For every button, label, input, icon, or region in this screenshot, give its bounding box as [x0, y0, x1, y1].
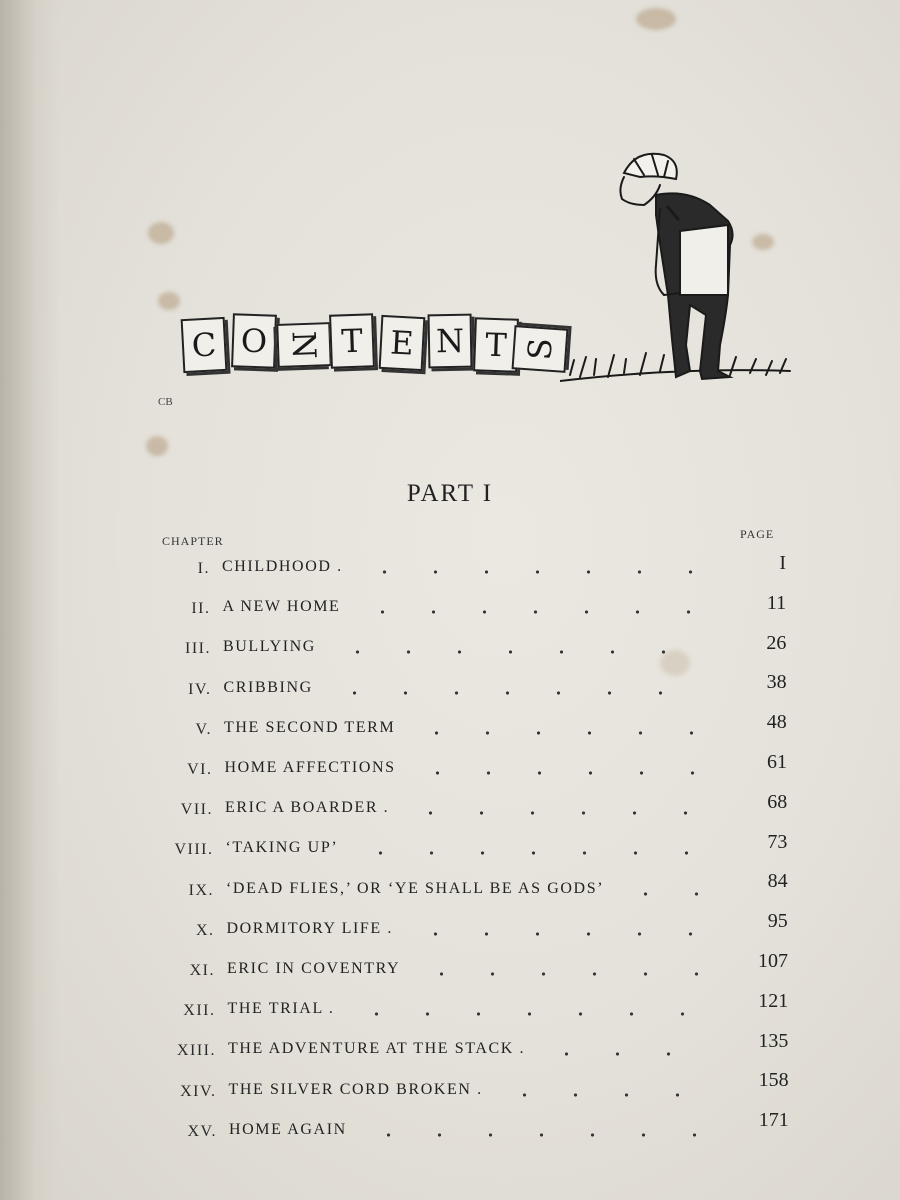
chapter-title: ERIC IN COVENTRY: [227, 960, 401, 977]
chapter-title: THE SILVER CORD BROKEN .: [228, 1080, 483, 1098]
toc-row: [0, 950, 900, 990]
page-number: 26: [766, 631, 787, 654]
toc-row: [0, 830, 900, 869]
toc-row: [0, 790, 900, 829]
chapter-column-header: CHAPTER: [162, 534, 224, 548]
chapter-number: III.: [185, 640, 211, 658]
page-number: 95: [767, 910, 788, 933]
chapter-number: VIII.: [174, 841, 214, 859]
leader-dots: [412, 771, 726, 775]
leader-dots: [416, 972, 730, 976]
leader-dots: [329, 691, 694, 695]
chapter-number: V.: [195, 720, 212, 738]
toc-row: [0, 591, 900, 628]
chapter-number: IX.: [188, 881, 214, 899]
chapter-title: ‘DEAD FLIES,’ OR ‘YE SHALL BE AS GODS’: [226, 879, 605, 897]
chapter-title: ERIC A BOARDER .: [225, 799, 390, 817]
heading-letter: O: [231, 313, 277, 369]
toc-row: [0, 671, 900, 709]
chapter-number: VII.: [180, 801, 213, 819]
leader-dots: [359, 570, 724, 574]
chapter-number: XI.: [189, 962, 215, 979]
leader-dots: [351, 1012, 716, 1016]
heading-letter: T: [329, 313, 375, 369]
chapter-number: X.: [195, 921, 215, 939]
chapter-title: HOME AFFECTIONS: [224, 759, 396, 776]
leader-dots: [363, 1133, 728, 1137]
leader-dots: [411, 731, 725, 735]
chapter-title: A NEW HOME: [222, 598, 341, 616]
toc-row: [0, 989, 900, 1030]
page-number: 68: [767, 790, 788, 813]
toc-row: [0, 910, 900, 950]
page-column-header: PAGE: [740, 527, 775, 541]
page-number: 171: [758, 1109, 789, 1132]
chapter-number: XV.: [187, 1122, 217, 1140]
page-number: I: [779, 552, 786, 574]
chapter-number: I.: [197, 560, 210, 577]
chapter-title: THE ADVENTURE AT THE STACK .: [228, 1040, 526, 1058]
illustrator-initials: CB: [158, 396, 173, 408]
toc-row: [0, 631, 900, 668]
heading-letter: S: [512, 325, 569, 373]
leader-dots: [332, 650, 697, 654]
page-number: 121: [758, 989, 789, 1012]
leader-dots: [620, 892, 730, 896]
chapter-title: BULLYING: [223, 638, 316, 656]
leader-dots: [499, 1093, 711, 1097]
chapter-number: XIII.: [176, 1042, 216, 1060]
chapter-title: ‘TAKING UP’: [225, 839, 339, 857]
chapter-number: XII.: [183, 1002, 216, 1020]
chapter-number: IV.: [188, 680, 212, 698]
heading-letter: C: [181, 317, 228, 373]
page-number: 107: [758, 950, 788, 972]
leader-dots: [357, 610, 722, 614]
chapter-title: CHILDHOOD .: [222, 558, 343, 575]
toc-row: [0, 1109, 900, 1151]
chapter-title: THE SECOND TERM: [224, 718, 396, 736]
part-title: PART I: [406, 480, 494, 507]
toc-row: [0, 751, 900, 789]
toc-row: [0, 552, 900, 588]
page-number: 73: [767, 830, 788, 853]
toc-row: [0, 1029, 900, 1070]
chapter-title: CRIBBING: [223, 678, 313, 696]
toc-row: [0, 711, 900, 749]
chapter-title: DORMITORY LIFE .: [226, 919, 393, 937]
heading-letter: T: [473, 317, 519, 373]
toc-row: [0, 1069, 900, 1111]
chapter-title: HOME AGAIN: [229, 1120, 347, 1138]
page-number: 84: [767, 870, 788, 893]
leader-dots: [541, 1052, 702, 1056]
toc-row: [0, 870, 900, 910]
chapter-number: VI.: [187, 761, 213, 778]
leader-dots: [405, 811, 719, 815]
chapter-title: THE TRIAL .: [227, 1000, 335, 1018]
heading-letter: E: [379, 315, 426, 371]
page-number: 38: [766, 671, 787, 694]
chapter-number: II.: [191, 600, 211, 618]
heading-letter: N: [276, 322, 332, 368]
page-number: 61: [767, 751, 787, 773]
page-number: 48: [766, 711, 787, 734]
page-number: 135: [758, 1029, 789, 1052]
chapter-number: XIV.: [180, 1082, 217, 1100]
page-number: 158: [758, 1069, 789, 1092]
page-number: 11: [766, 591, 787, 614]
leader-dots: [410, 932, 724, 936]
heading-letter: N: [428, 314, 473, 369]
leader-dots: [355, 851, 720, 855]
